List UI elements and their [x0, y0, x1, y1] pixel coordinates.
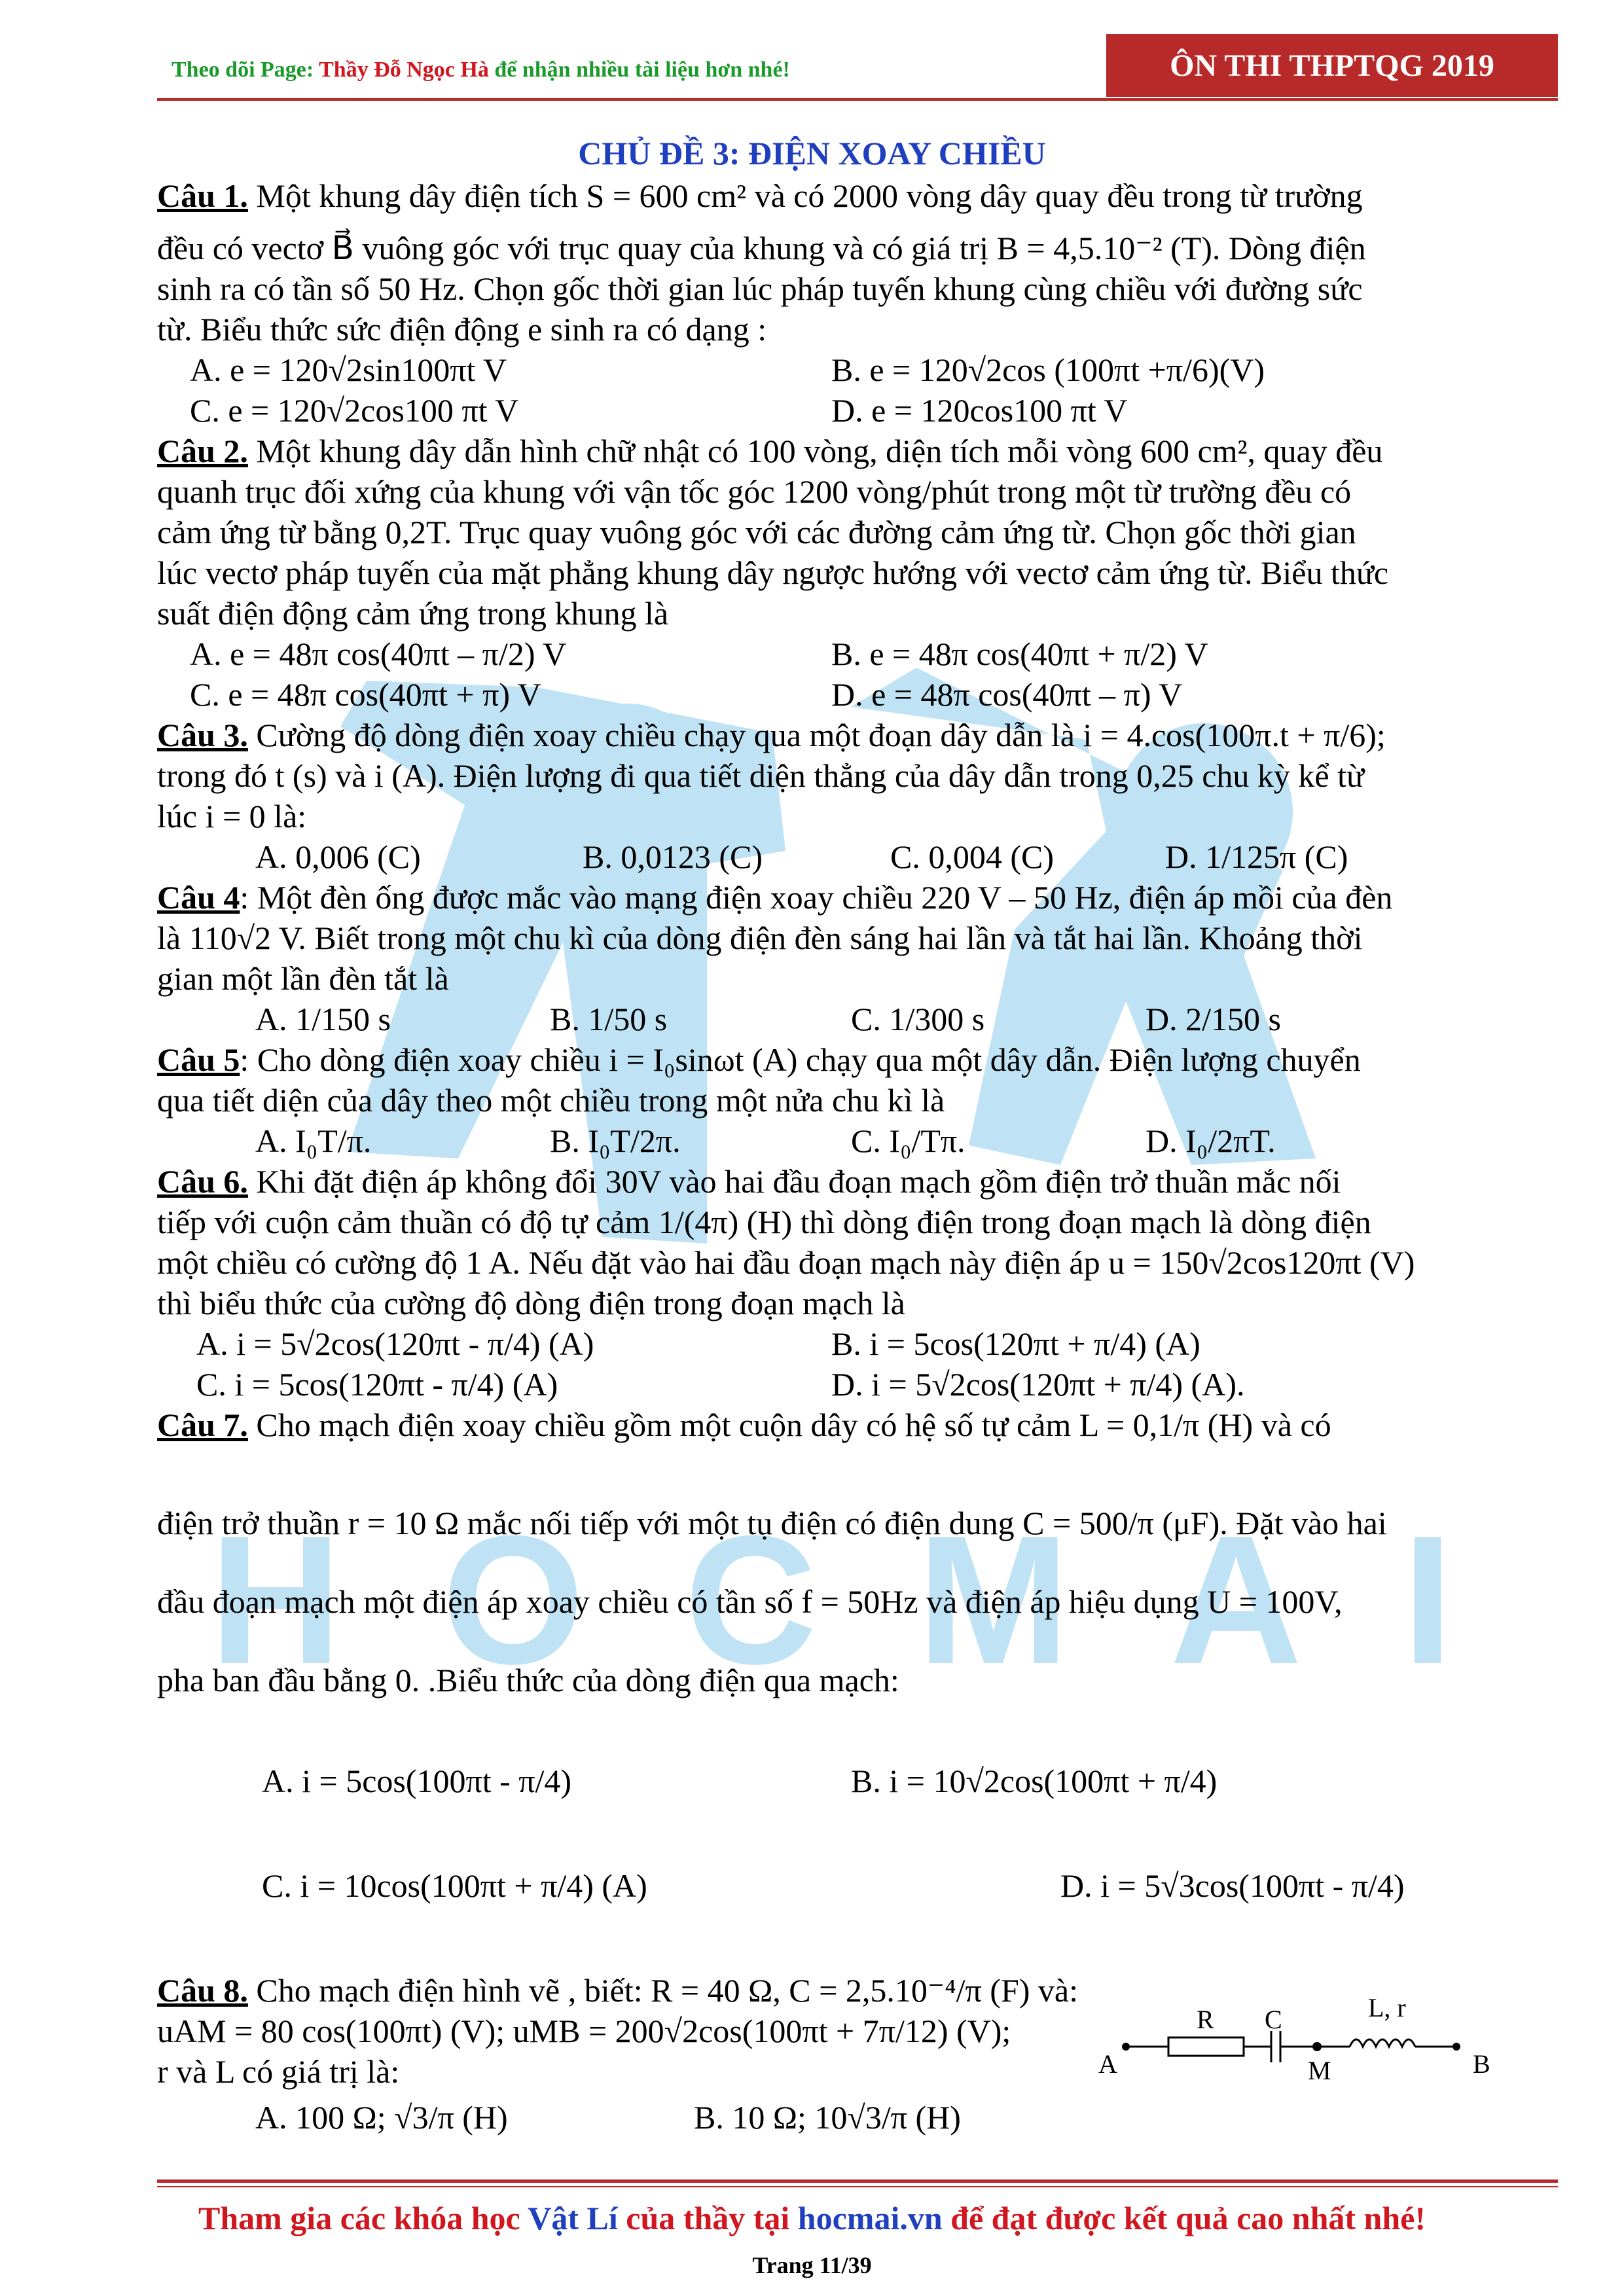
q1-option-a: A. e = 120√2sin100πt V — [190, 351, 507, 388]
q2-line-2: quanh trục đối xứng của khung với vận tốc góc 1200 vòng/phút trong một từ trường đều có — [157, 473, 1352, 510]
q4-option-b: B. 1/50 s — [550, 1001, 668, 1037]
q1-option-c: C. e = 120√2cos100 πt V — [190, 392, 519, 429]
q4-option-a: A. 1/150 s — [255, 1001, 391, 1037]
circuit-label-c: C — [1265, 2005, 1282, 2034]
circuit-label-l: L, r — [1368, 1993, 1406, 2022]
q5-line-2: qua tiết diện của dây theo một chiều trong một nửa chu kì là — [157, 1082, 945, 1119]
q7-option-d: D. i = 5√3cos(100πt - π/4) — [1060, 1867, 1405, 1904]
q5-option-a: A. I₀T/π. — [255, 1122, 372, 1159]
q6-option-b: B. i = 5cos(120πt + π/4) (A) — [831, 1325, 1200, 1362]
q3-option-d: D. 1/125π (C) — [1165, 838, 1348, 875]
q3-line-1: Câu 3. Cường độ dòng điện xoay chiều chạy qua một đoạn dây dẫn là i = 4.cos(100π.t + π/6); — [157, 717, 1386, 753]
circuit-label-b: B — [1473, 2049, 1490, 2079]
q6-line-3: một chiều có cường độ 1 A. Nếu đặt vào hai đầu đoạn mạch này điện áp u = 150√2cos120πt (V) — [157, 1244, 1415, 1281]
q6-line-2: tiếp với cuộn cảm thuần có độ tự cảm 1/(4π) (H) thì dòng điện trong đoạn mạch là dòng điện — [157, 1204, 1371, 1240]
q1-line-2: đều có vectơ B⃗ vuông góc với trục quay của khung và có giá trị B = 4,5.10⁻² (T). Dòng điện — [157, 230, 1366, 266]
q4-line-3: gian một lần đèn tắt là — [157, 960, 449, 997]
q4-option-d: D. 2/150 s — [1146, 1001, 1281, 1037]
header-divider — [157, 98, 1558, 101]
q7-option-b: B. i = 10√2cos(100πt + π/4) — [851, 1763, 1218, 1799]
circuit-label-r: R — [1197, 2005, 1214, 2034]
footer-divider-thin — [157, 2186, 1558, 2187]
circuit-diagram — [1080, 1993, 1551, 2104]
q7-line-4: pha ban đầu bằng 0. .Biểu thức của dòng điện qua mạch: — [157, 1662, 899, 1698]
q4-option-c: C. 1/300 s — [851, 1001, 985, 1037]
q6-option-a: A. i = 5√2cos(120πt - π/4) (A) — [196, 1325, 594, 1362]
q8-line-1: Câu 8. Cho mạch điện hình vẽ , biết: R = 40 Ω, C = 2,5.10⁻⁴/π (F) và: — [157, 1972, 1078, 2009]
q7-line-1: Câu 7. Cho mạch điện xoay chiều gồm một cuộn dây có hệ số tự cảm L = 0,1/π (H) và có — [157, 1407, 1331, 1443]
q8-option-b: B. 10 Ω; 10√3/π (H) — [694, 2099, 961, 2136]
circuit-label-m: M — [1308, 2056, 1331, 2085]
q8-option-a: A. 100 Ω; √3/π (H) — [255, 2099, 508, 2136]
q2-option-d: D. e = 48π cos(40πt – π) V — [831, 676, 1183, 713]
q5-option-b: B. I₀T/2π. — [550, 1122, 681, 1159]
q3-line-3: lúc i = 0 là: — [157, 798, 307, 834]
footer-divider — [157, 2179, 1558, 2183]
q7-option-a: A. i = 5cos(100πt - π/4) — [262, 1763, 572, 1799]
q2-line-1: Câu 2. Một khung dây dẫn hình chữ nhật có 100 vòng, diện tích mỗi vòng 600 cm², quay đều — [157, 433, 1383, 469]
q2-line-3: cảm ứng từ bằng 0,2T. Trục quay vuông góc với các đường cảm ứng từ. Chọn gốc thời gian — [157, 514, 1356, 550]
q1-option-b: B. e = 120√2cos (100πt +π/6)(V) — [831, 351, 1265, 388]
q3-option-b: B. 0,0123 (C) — [583, 838, 763, 875]
q3-line-2: trong đó t (s) và i (A). Điện lượng đi qua tiết diện thẳng của dây dẫn trong 0,25 chu kỳ kể từ — [157, 757, 1365, 794]
q4-line-1: Câu 4: Một đèn ống được mắc vào mạng điện xoay chiều 220 V – 50 Hz, điện áp mồi của đèn — [157, 879, 1393, 916]
q1-line-4: từ. Biểu thức sức điện động e sinh ra có dạng : — [157, 311, 767, 348]
q6-line-4: thì biểu thức của cường độ dòng điện trong đoạn mạch là — [157, 1285, 905, 1321]
q2-line-4: lúc vectơ pháp tuyến của mặt phẳng khung dây ngược hướng với vectơ cảm ứng từ. Biểu thức — [157, 554, 1389, 591]
q5-line-1: Câu 5: Cho dòng điện xoay chiều i = I₀sinωt (A) chạy qua một dây dẫn. Điện lượng chuyển — [157, 1041, 1361, 1078]
page-number: Trang 11/39 — [752, 2252, 872, 2278]
q2-line-5: suất điện động cảm ứng trong khung là — [157, 595, 669, 632]
q7-option-c: C. i = 10cos(100πt + π/4) (A) — [262, 1867, 647, 1904]
circuit-label-a: A — [1098, 2049, 1117, 2079]
q2-option-a: A. e = 48π cos(40πt – π/2) V — [190, 636, 567, 672]
q1-option-d: D. e = 120cos100 πt V — [831, 392, 1128, 429]
q3-option-c: C. 0,004 (C) — [890, 838, 1054, 875]
q6-option-d: D. i = 5√2cos(120πt + π/4) (A). — [831, 1366, 1245, 1403]
q5-option-c: C. I₀/Tπ. — [851, 1122, 965, 1159]
q7-line-3: đầu đoạn mạch một điện áp xoay chiều có tần số f = 50Hz và điện áp hiệu dụng U = 100V, — [157, 1583, 1343, 1620]
q1-line-1: Câu 1. Một khung dây điện tích S = 600 cm² và có 2000 vòng dây quay đều trong từ trường — [157, 177, 1363, 214]
watermark-text: H O C M A I — [209, 1498, 1453, 1702]
q5-option-d: D. I₀/2πT. — [1146, 1122, 1276, 1159]
header-follow: Theo dõi Page: Thầy Đỗ Ngọc Hà để nhận nhiều tài liệu hơn nhé! — [171, 58, 790, 82]
q8-line-2: uAM = 80 cos(100πt) (V); uMB = 200√2cos(100πt + 7π/12) (V); — [157, 2013, 1011, 2049]
q6-line-1: Câu 6. Khi đặt điện áp không đổi 30V vào hai đầu đoạn mạch gồm điện trở thuần mắc nối — [157, 1163, 1341, 1200]
page-title: CHỦ ĐỀ 3: ĐIỆN XOAY CHIỀU — [578, 135, 1046, 171]
hocmai-link[interactable]: hocmai.vn — [797, 2200, 943, 2236]
footer-cta: Tham gia các khóa học Vật Lí của thầy tại hocmai.vn để đạt được kết quả cao nhất nhé! — [198, 2200, 1426, 2236]
q2-option-b: B. e = 48π cos(40πt + π/2) V — [831, 636, 1208, 672]
q7-line-2: điện trở thuần r = 10 Ω mắc nối tiếp với một tụ điện có điện dung C = 500/π (μF). Đặt vào hai — [157, 1505, 1387, 1541]
q1-line-3: sinh ra có tần số 50 Hz. Chọn gốc thời gian lúc pháp tuyến khung cùng chiều với đường sức — [157, 270, 1363, 307]
q6-option-c: C. i = 5cos(120πt - π/4) (A) — [196, 1366, 558, 1403]
header-badge: ÔN THI THPTQG 2019 — [1106, 34, 1558, 97]
q4-line-2: là 110√2 V. Biết trong một chu kì của dòng điện đèn sáng hai lần và tắt hai lần. Khoảng thời — [157, 920, 1363, 956]
q3-option-a: A. 0,006 (C) — [255, 838, 421, 875]
q8-line-3: r và L có giá trị là: — [157, 2053, 400, 2090]
q2-option-c: C. e = 48π cos(40πt + π) V — [190, 676, 541, 713]
